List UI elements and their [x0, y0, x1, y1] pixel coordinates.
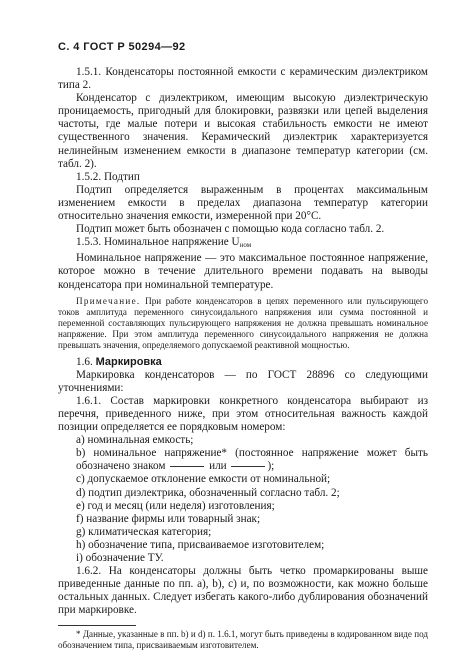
paragraph-rated-voltage-definition: Номинальное напряжение — это максимальное постоянное напряжение, которое можно в течение длительного времени подавать на выводы конденсатора при номинальной температуре.	[58, 252, 428, 291]
list-item-b	[58, 447, 428, 473]
rated-voltage-heading: 1.5.3. Номинальное напряжение U	[76, 236, 240, 249]
note	[58, 296, 428, 352]
paragraph-subtype-code: Подтип может быть обозначен с помощью кода согласно табл. 2.	[76, 223, 385, 236]
document-body	[58, 66, 428, 651]
dc-line-icon	[231, 466, 265, 467]
list-item-i: i) обозначение ТУ.	[76, 552, 164, 565]
footnote: * Данные, указанные в пп. b) и d) п. 1.6.1, могут быть приведены в кодированном виде под обозначением типа, присваиваемым изготовителем.	[58, 629, 428, 651]
list-item-e: е) год и месяц (или неделя) изготовления;	[76, 499, 275, 512]
paragraph-marking-intro: Маркировка конденсаторов — по ГОСТ 28896 со следующими уточнениями:	[58, 368, 428, 394]
paragraph-1-5-2: 1.5.2. Подтип	[76, 170, 140, 183]
list-item-g: g) климатическая категория;	[76, 525, 212, 538]
note-text: При работе конденсаторов в цепях переменного или пульсирующего токов амплитуда переменного синусоидального напряжения или сумма постоянной и переменной составляющих пульсирующего напряжения не должна превышать номинальное напряжение. При этом амплитуда переменного синусоидального напряжения не должна превышать значения, определяемого допускаемой реактивной мощностью.	[58, 295, 428, 351]
section-1-6-heading	[58, 356, 428, 369]
list-item-b-text: b) номинальное напряжение* (постоянное напряжение может быть обозначено знаком	[76, 447, 428, 473]
paragraph-capacitor-description: Конденсатор с диэлектриком, имеющим высокую диэлектрическую проницаемость, пригодный для блокировки, развязки или цепей выделения частоты, где малые потери и высокая стабильность емкости не имеют существенного значения. Керамический диэлектрик характеризуется нелинейным изменением емкости в диапазоне температур категории (см. табл. 2).	[58, 92, 428, 170]
list-item-a: а) номинальная емкость;	[76, 434, 194, 447]
list-item-b-or: или	[209, 460, 227, 473]
paragraph-1-6-2: 1.6.2. На конденсаторы должны быть четко промаркированы выше приведенные данные по пп. а), b), с) и, по возможности, как можно больше остальных данных. Следует избегать какого-либо дублирования обозначений при маркировке.	[58, 565, 428, 617]
list-item-h: h) обозначение типа, присваиваемое изготовителем;	[76, 538, 325, 551]
section-title: Маркировка	[95, 355, 162, 368]
paragraph-subtype-definition: Подтип определяется выраженным в процентах максимальным изменением емкости в пределах диапазона температур категории относительно значения емкости, измеренной при 20°С.	[58, 183, 428, 223]
paragraph-1-5-3	[58, 236, 428, 252]
footnote-divider	[58, 625, 136, 626]
list-item-c: с) допускаемое отклонение емкости от номинальной;	[76, 473, 331, 486]
section-number: 1.6.	[76, 355, 96, 368]
list-item-b-end: );	[267, 460, 275, 473]
note-label: Примечание.	[76, 295, 141, 306]
page-header: С. 4 ГОСТ Р 50294—92	[58, 41, 186, 53]
list-item-d: d) подтип диэлектрика, обозначенный согласно табл. 2;	[76, 486, 340, 499]
dc-symbol-icon	[170, 466, 204, 467]
paragraph-1-6-1: 1.6.1. Состав маркировки конкретного конденсатора выбирают из перечня, приведенного ниже, при этом относительная важность каждой позиции определяется ее порядковым номером:	[58, 394, 428, 434]
paragraph-1-5-1: 1.5.1. Конденсаторы постоянной емкости с керамическим диэлектриком типа 2.	[58, 66, 428, 92]
rated-voltage-subscript: ном	[239, 241, 252, 250]
list-item-f: f) название фирмы или товарный знак;	[76, 512, 261, 525]
